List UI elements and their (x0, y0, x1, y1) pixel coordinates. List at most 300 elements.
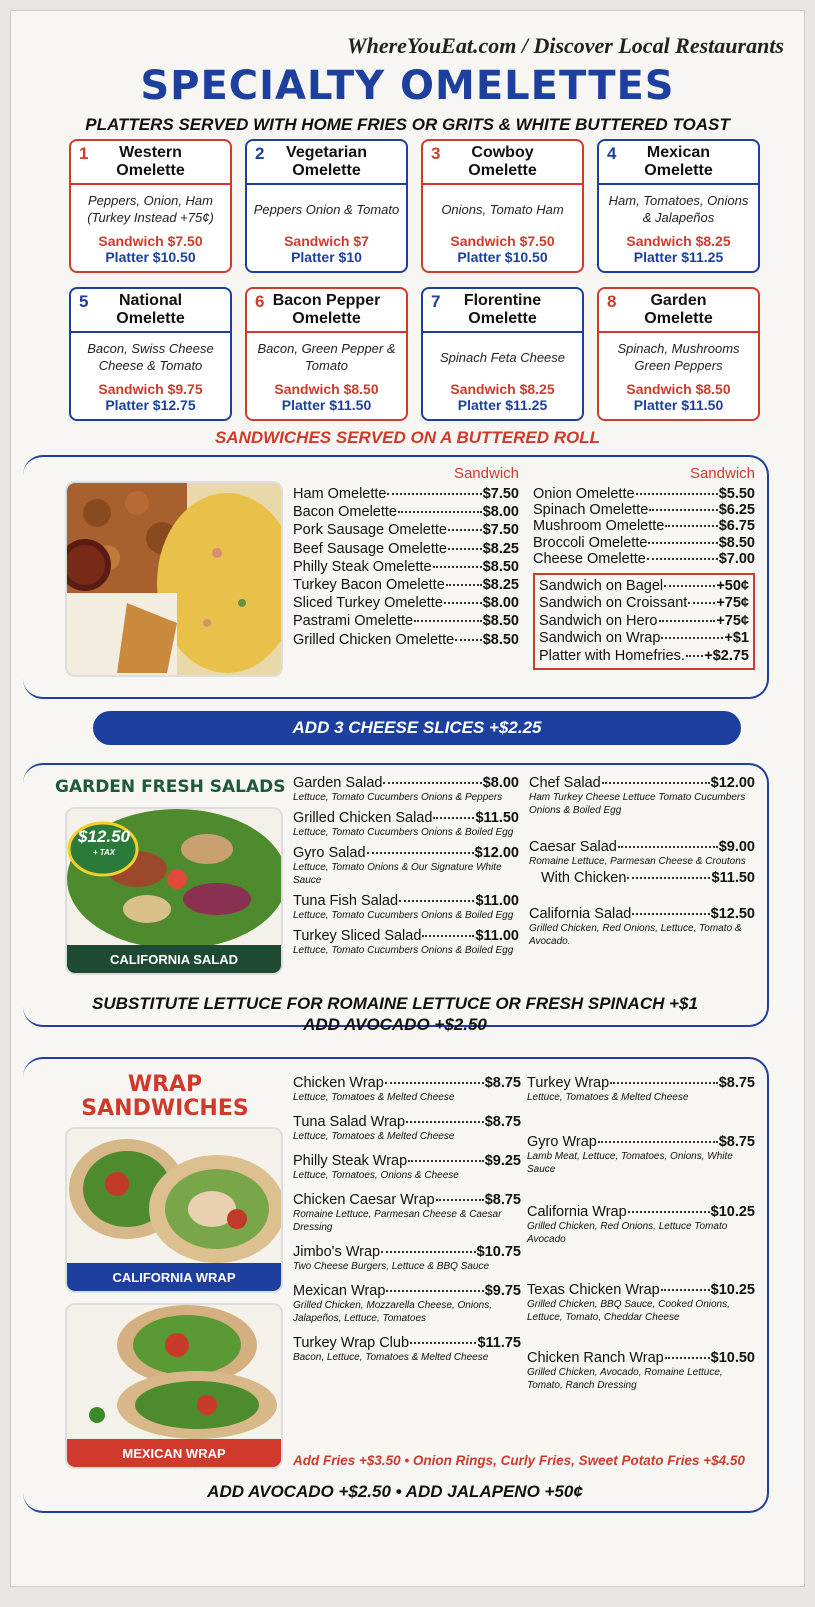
salad-item (293, 928, 519, 957)
menu-item-price: +75¢ (716, 595, 749, 612)
menu-item-name: Beef Sausage Omelette (293, 540, 447, 557)
menu-item-row (293, 541, 519, 557)
menu-item-name: Sliced Turkey Omelette (293, 595, 443, 612)
menu-item-description: Grilled Chicken, Avocado, Romaine Lettuce, Tomato, Ranch Dressing (527, 1367, 723, 1391)
omelette-card (421, 287, 584, 421)
menu-item-description: Two Cheese Burgers, Lettuce & BBQ Sauce (293, 1261, 490, 1272)
sandwich-list-left (293, 465, 519, 650)
menu-item-price: $8.25 (482, 576, 519, 593)
menu-item-name: Turkey Wrap Club (293, 1335, 410, 1351)
menu-item-price: $8.75 (484, 1114, 521, 1130)
salad-item (529, 775, 755, 817)
dot-leader (444, 602, 482, 604)
menu-item-price: +$2.75 (704, 647, 749, 664)
dot-leader (688, 602, 715, 604)
dot-leader (602, 782, 710, 784)
dot-leader (398, 511, 482, 513)
salad-substitute-note (23, 993, 767, 1035)
menu-item-description: Lettuce, Tomatoes & Melted Cheese (293, 1092, 455, 1103)
menu-item-row (539, 578, 749, 594)
menu-item-name: Mexican Wrap (293, 1283, 386, 1299)
sandwich-section (23, 455, 769, 699)
omelette-card-header (247, 289, 406, 333)
menu-item-name: Mushroom Omelette (533, 518, 665, 535)
menu-item-price: $8.75 (718, 1134, 755, 1150)
menu-item-price: $9.25 (484, 1153, 521, 1169)
omelette-sandwich-price: Sandwich $8.50 (274, 381, 379, 397)
menu-item-price: +75¢ (716, 612, 749, 629)
omelette-card (421, 139, 584, 273)
menu-item-description: Bacon, Lettuce, Tomatoes & Melted Cheese (293, 1352, 489, 1363)
omelette-image (67, 483, 281, 675)
menu-item-name: Caesar Salad (529, 839, 617, 855)
wrap-item (527, 1282, 755, 1324)
omelette-number: 1 (79, 144, 89, 163)
bread-extra-item (539, 613, 749, 629)
menu-item-row (527, 1350, 755, 1366)
menu-item-price: $6.25 (718, 502, 755, 519)
omelette-platter-price: Platter $11.25 (633, 249, 724, 265)
salad-item (293, 845, 519, 887)
menu-item-row (293, 504, 519, 520)
menu-item-description: Lettuce, Tomato Cucumbers Onions & Boiled Egg (293, 945, 514, 956)
menu-item-row (529, 906, 755, 922)
menu-item-price: $7.50 (482, 486, 519, 502)
menu-item-description: Lettuce, Tomatoes & Melted Cheese (527, 1092, 689, 1103)
menu-item-price: $10.25 (710, 1282, 755, 1298)
dot-leader (632, 913, 709, 915)
sandwich-list-right (533, 465, 755, 670)
omelette-platter-price: Platter $11.50 (281, 397, 372, 413)
menu-item-description: Lettuce, Tomato Cucumbers Onions & Boiled Egg (293, 827, 514, 838)
menu-item-name: Gyro Salad (293, 845, 366, 861)
menu-item-name: Philly Steak Omelette (293, 558, 432, 575)
menu-item-description: Lettuce, Tomato Cucumbers Onions & Boiled Egg (293, 910, 514, 921)
omelette-number: 7 (431, 292, 441, 311)
menu-item-name: Jimbo's Wrap (293, 1244, 381, 1260)
salad-item (293, 893, 519, 922)
menu-item-price: $6.75 (718, 518, 755, 535)
menu-item-name: Onion Omelette (533, 486, 635, 502)
menu-item-row (293, 1283, 521, 1299)
menu-item-price: $12.00 (710, 775, 755, 791)
menu-item-row (293, 1335, 521, 1351)
menu-item-price: $8.00 (482, 504, 519, 521)
menu-item-name: Grilled Chicken Salad (293, 810, 433, 826)
omelette-card-header (71, 289, 230, 333)
dot-leader (665, 525, 717, 527)
omelette-platter-price: Platter $12.75 (105, 397, 196, 413)
menu-item-row (533, 518, 755, 534)
wrap-item (527, 1350, 755, 1392)
menu-item-name: Chicken Caesar Wrap (293, 1192, 435, 1208)
sandwich-item (293, 577, 519, 593)
omelette-description: Onions, Tomato Ham (441, 201, 564, 217)
menu-item-name: Turkey Wrap (527, 1075, 610, 1091)
omelette-card (245, 287, 408, 421)
menu-item-row (529, 775, 755, 791)
wrap-item (293, 1075, 521, 1104)
menu-item-row (541, 870, 755, 886)
omelette-sandwich-price: Sandwich $8.25 (626, 233, 731, 249)
omelette-card-header (71, 141, 230, 185)
menu-item-row (293, 845, 519, 861)
menu-item-description: Ham Turkey Cheese Lettuce Tomato Cucumbers Onions & Boiled Egg (529, 792, 746, 816)
menu-item-row (293, 1114, 521, 1130)
omelette-number: 6 (255, 292, 265, 311)
bread-extra-item (539, 630, 749, 646)
menu-item-name: Spinach Omelette (533, 502, 649, 519)
omelette-card-header (247, 141, 406, 185)
omelette-name: Bacon Pepper Omelette (272, 292, 381, 327)
menu-item-name: Platter with Homefries. (539, 647, 685, 664)
menu-item-name: Gyro Wrap (527, 1134, 597, 1150)
menu-item-description: Lamb Meat, Lettuce, Tomatoes, Onions, White Sauce (527, 1151, 733, 1175)
sandwich-item (533, 486, 755, 502)
dot-leader (410, 1342, 476, 1344)
menu-item-price: $11.50 (475, 810, 519, 826)
menu-item-price: $8.75 (484, 1192, 521, 1208)
salad-item (529, 870, 755, 886)
menu-item-row (293, 522, 519, 538)
menu-item-name: Ham Omelette (293, 486, 387, 502)
omelette-card (597, 139, 760, 273)
dot-leader (686, 655, 703, 657)
menu-item-name: Grilled Chicken Omelette (293, 631, 455, 648)
dot-leader (649, 509, 717, 511)
menu-item-row (533, 551, 755, 567)
dot-leader (665, 1357, 710, 1359)
sandwich-item (533, 551, 755, 567)
menu-item-price: $7.00 (718, 550, 755, 567)
menu-item-description: Lettuce, Tomato Cucumbers Onions & Peppers (293, 792, 503, 803)
menu-item-price: $5.50 (718, 486, 755, 502)
menu-item-description: Lettuce, Tomatoes & Melted Cheese (293, 1131, 455, 1142)
menu-item-description: Romaine Lettuce, Parmesan Cheese & Caesar Dressing (293, 1209, 502, 1233)
menu-item-name: Bacon Omelette (293, 504, 397, 521)
dot-leader (448, 529, 482, 531)
menu-item-row (293, 893, 519, 909)
omelette-description: Ham, Tomatoes, Onions & Jalapeños (608, 193, 749, 225)
dot-leader (385, 1082, 484, 1084)
menu-item-name: Sandwich on Croissant (539, 595, 688, 612)
menu-item-row (539, 613, 749, 629)
dot-leader (387, 493, 481, 495)
wrap-item (293, 1335, 521, 1364)
omelette-card (69, 139, 232, 273)
menu-item-name: Sandwich on Bagel (539, 577, 664, 594)
menu-item-row (533, 486, 755, 502)
menu-item-price: $10.50 (710, 1350, 755, 1366)
omelette-name: Western Omelette (116, 144, 185, 179)
dot-leader (636, 493, 718, 495)
wrap-item (293, 1244, 521, 1273)
menu-item-row (293, 810, 519, 826)
menu-item-row (527, 1134, 755, 1150)
menu-item-price: $11.50 (711, 870, 755, 886)
salad-note-2: ADD AVOCADO +$2.50 (303, 1015, 487, 1034)
omelette-card (597, 287, 760, 421)
salad-badge-tax: + TAX (92, 848, 116, 857)
menu-item-description: Romaine Lettuce, Parmesan Cheese & Croutons (529, 856, 746, 867)
omelette-name: Cowboy Omelette (468, 144, 537, 179)
menu-item-description: Grilled Chicken, BBQ Sauce, Cooked Onions, Lettuce, Tomato, Cheddar Cheese (527, 1299, 730, 1323)
omelette-name: Florentine Omelette (463, 292, 542, 327)
cheese-banner: ADD 3 CHEESE SLICES +$2.25 (93, 711, 741, 745)
menu-item-description: Grilled Chicken, Red Onions, Lettuce Tomato Avocado (527, 1221, 728, 1245)
salad-item (529, 906, 755, 948)
menu-item-name: Tuna Salad Wrap (293, 1114, 406, 1130)
salad-photo-label: CALIFORNIA SALAD (67, 945, 281, 973)
omelette-name: National Omelette (116, 292, 185, 327)
menu-item-name: Garden Salad (293, 775, 383, 791)
omelette-grid (69, 139, 771, 421)
dot-leader (408, 1160, 484, 1162)
omelette-description: Spinach Feta Cheese (439, 349, 566, 365)
omelette-sandwich-price: Sandwich $7.50 (450, 233, 555, 249)
menu-item-row (539, 595, 749, 611)
california-wrap-photo (65, 1127, 283, 1293)
dot-leader (627, 877, 710, 879)
menu-item-description: Grilled Chicken, Mozzarella Cheese, Onions, Jalapeños, Lettuce, Tomatoes (293, 1300, 492, 1324)
sandwich-item (293, 522, 519, 538)
menu-item-name: Turkey Bacon Omelette (293, 576, 445, 593)
dot-leader (436, 1199, 484, 1201)
dot-leader (446, 584, 482, 586)
omelette-card-header (599, 141, 758, 185)
omelette-card (245, 139, 408, 273)
omelette-number: 5 (79, 292, 89, 311)
menu-item-price: $8.25 (482, 540, 519, 557)
menu-item-price: $7.50 (482, 522, 519, 539)
menu-item-row (293, 486, 519, 502)
sandwich-item (293, 632, 519, 648)
menu-item-row (293, 577, 519, 593)
omelette-description: Spinach, Mushrooms Green Peppers (617, 341, 740, 373)
menu-item-price: +50¢ (716, 577, 749, 594)
menu-item-row (293, 559, 519, 575)
menu-item-name: Chicken Wrap (293, 1075, 384, 1091)
dot-leader (661, 1289, 710, 1291)
omelette-platter-price: Platter $10.50 (105, 249, 196, 265)
site-watermark: WhereYouEat.com / Discover Local Restaurants (347, 33, 784, 58)
dot-leader (598, 1141, 718, 1143)
menu-item-price: $11.00 (475, 928, 519, 944)
salad-badge-price: $12.50 (78, 827, 130, 846)
wraps-heading-line2: SANDWICHES (81, 1096, 249, 1121)
omelette-platter-price: Platter $10 (291, 249, 362, 265)
dot-leader (618, 846, 718, 848)
dot-leader (664, 585, 715, 587)
dot-leader (433, 566, 482, 568)
dot-leader (628, 1211, 710, 1213)
omelette-sandwich-price: Sandwich $7.50 (98, 233, 203, 249)
menu-item-price: $8.75 (718, 1075, 755, 1091)
dot-leader (455, 639, 482, 641)
wrap-item (527, 1204, 755, 1246)
menu-item-price: $8.50 (718, 534, 755, 551)
menu-item-price: $11.00 (475, 893, 519, 909)
sandwich-item (533, 502, 755, 518)
sandwich-item (533, 518, 755, 534)
dot-leader (399, 900, 474, 902)
omelette-card-header (423, 141, 582, 185)
menu-item-name: Tuna Fish Salad (293, 893, 399, 909)
menu-item-row (293, 928, 519, 944)
mexican-wrap-photo (65, 1303, 283, 1469)
menu-item-price: $10.75 (476, 1244, 521, 1260)
menu-item-row (533, 502, 755, 518)
menu-item-name: Pork Sausage Omelette (293, 522, 447, 539)
mexican-wrap-image (67, 1305, 281, 1439)
omelette-platter-price: Platter $10.50 (457, 249, 548, 265)
menu-item-name: Chicken Ranch Wrap (527, 1350, 664, 1366)
salad-item (293, 775, 519, 804)
wrap-item (527, 1134, 755, 1176)
mexican-wrap-label: MEXICAN WRAP (67, 1439, 281, 1467)
dot-leader (406, 1121, 484, 1123)
menu-item-description: Grilled Chicken, Red Onions, Lettuce, Tomato & Avocado. (529, 923, 742, 947)
salad-list-right (529, 775, 755, 958)
wraps-heading-line1: WRAP (127, 1072, 203, 1097)
menu-item-price: $8.75 (484, 1075, 521, 1091)
omelette-platter-price: Platter $11.25 (457, 397, 548, 413)
sandwiches-heading: SANDWICHES SERVED ON A BUTTERED ROLL (214, 428, 601, 447)
menu-item-price: $8.00 (482, 775, 519, 791)
wrap-footer-note: ADD AVOCADO +$2.50 • ADD JALAPENO +50¢ (207, 1482, 583, 1501)
wrap-list-left (293, 1075, 521, 1374)
menu-item-row (527, 1282, 755, 1298)
menu-item-price: $12.00 (474, 845, 519, 861)
wrap-item (293, 1283, 521, 1325)
salad-note-1: SUBSTITUTE LETTUCE FOR ROMAINE LETTUCE OR FRESH SPINACH +$1 (92, 994, 698, 1013)
california-wrap-image (67, 1129, 281, 1263)
california-wrap-label: CALIFORNIA WRAP (67, 1263, 281, 1291)
wrap-item (293, 1114, 521, 1143)
menu-item-row (533, 535, 755, 551)
wraps-heading (63, 1073, 267, 1121)
menu-item-row (293, 1153, 521, 1169)
salad-list-left (293, 775, 519, 963)
dot-leader (659, 620, 716, 622)
menu-item-name: Broccoli Omelette (533, 534, 648, 551)
menu-item-row (293, 595, 519, 611)
menu-item-description: Lettuce, Tomato Onions & Our Signature White Sauce (293, 862, 502, 886)
dot-leader (381, 1251, 476, 1253)
omelette-sandwich-price: Sandwich $7 (284, 233, 369, 249)
menu-item-price: $9.00 (718, 839, 755, 855)
sandwich-col-label: Sandwich (453, 465, 519, 482)
omelette-photo (65, 481, 283, 677)
menu-page (10, 10, 805, 1587)
menu-item-row (293, 1075, 521, 1091)
dot-leader (433, 817, 474, 819)
wrap-item (293, 1192, 521, 1234)
dot-leader (367, 852, 474, 854)
salads-heading: GARDEN FRESH SALADS (55, 777, 286, 797)
menu-item-name: Turkey Sliced Salad (293, 928, 422, 944)
sandwich-item (293, 486, 519, 502)
salad-photo (65, 807, 283, 975)
sandwich-item (293, 541, 519, 557)
omelette-name: Mexican Omelette (644, 144, 713, 179)
salad-badge (71, 829, 137, 861)
page-title: SPECIALTY OMELETTES (140, 63, 675, 109)
platter-subtitle: PLATTERS SERVED WITH HOME FRIES OR GRITS & WHITE BUTTERED TOAST (85, 115, 730, 134)
salad-section (23, 763, 769, 1034)
sandwich-item (293, 613, 519, 629)
wrap-item (527, 1075, 755, 1104)
bread-extra-item (539, 595, 749, 611)
menu-item-name: Pastrami Omelette (293, 613, 414, 630)
menu-item-name: Texas Chicken Wrap (527, 1282, 660, 1298)
menu-item-row (529, 839, 755, 855)
omelette-card (69, 287, 232, 421)
omelette-description: Bacon, Swiss Cheese Cheese & Tomato (87, 341, 214, 373)
menu-item-name: California Salad (529, 906, 632, 922)
omelette-number: 2 (255, 144, 265, 163)
menu-item-name: Chef Salad (529, 775, 601, 791)
dot-leader (610, 1082, 718, 1084)
sandwich-item (293, 559, 519, 575)
dot-leader (383, 782, 481, 784)
menu-item-price: $11.75 (477, 1335, 521, 1351)
menu-item-name: Sandwich on Wrap (539, 630, 661, 647)
dot-leader (414, 620, 482, 622)
omelette-name: Vegetarian Omelette (286, 144, 367, 179)
omelette-card-header (599, 289, 758, 333)
menu-item-price: $8.00 (482, 595, 519, 612)
menu-item-row (293, 775, 519, 791)
omelette-sandwich-price: Sandwich $9.75 (98, 381, 203, 397)
menu-item-name: Philly Steak Wrap (293, 1153, 408, 1169)
wrap-section (23, 1057, 769, 1513)
wrap-fries-note: Add Fries +$3.50 • Onion Rings, Curly Fries, Sweet Potato Fries +$4.50 (293, 1453, 745, 1468)
wrap-list-right (527, 1075, 755, 1410)
dot-leader (647, 558, 718, 560)
sandwich-col-label-right: Sandwich (689, 465, 755, 482)
menu-item-price: $12.50 (710, 906, 755, 922)
omelette-number: 4 (607, 144, 617, 163)
menu-item-row (539, 630, 749, 646)
omelette-number: 8 (607, 292, 617, 311)
menu-item-price: $8.50 (482, 613, 519, 630)
omelette-platter-price: Platter $11.50 (633, 397, 724, 413)
menu-item-price: +$1 (724, 630, 749, 647)
menu-item-row (293, 613, 519, 629)
omelette-number: 3 (431, 144, 441, 163)
bread-extra-item (539, 648, 749, 664)
omelette-description: Peppers Onion & Tomato (253, 201, 400, 217)
omelette-sandwich-price: Sandwich $8.50 (626, 381, 731, 397)
dot-leader (661, 637, 723, 639)
menu-item-price: $9.75 (484, 1283, 521, 1299)
sandwich-item (533, 535, 755, 551)
menu-item-price: $8.50 (482, 631, 519, 648)
menu-item-row (539, 648, 749, 664)
omelette-description: Peppers, Onion, Ham (Turkey Instead +75¢) (87, 193, 214, 225)
dot-leader (386, 1290, 483, 1292)
omelette-description: Bacon, Green Pepper & Tomato (257, 341, 396, 373)
menu-item-row (293, 1192, 521, 1208)
bread-extra-item (539, 578, 749, 594)
menu-item-price: $10.25 (710, 1204, 755, 1220)
menu-item-price: $8.50 (482, 558, 519, 575)
salad-item (293, 810, 519, 839)
menu-item-row (293, 632, 519, 648)
menu-item-description: Lettuce, Tomatoes, Onions & Cheese (293, 1170, 459, 1181)
menu-item-name: Cheese Omelette (533, 550, 646, 567)
